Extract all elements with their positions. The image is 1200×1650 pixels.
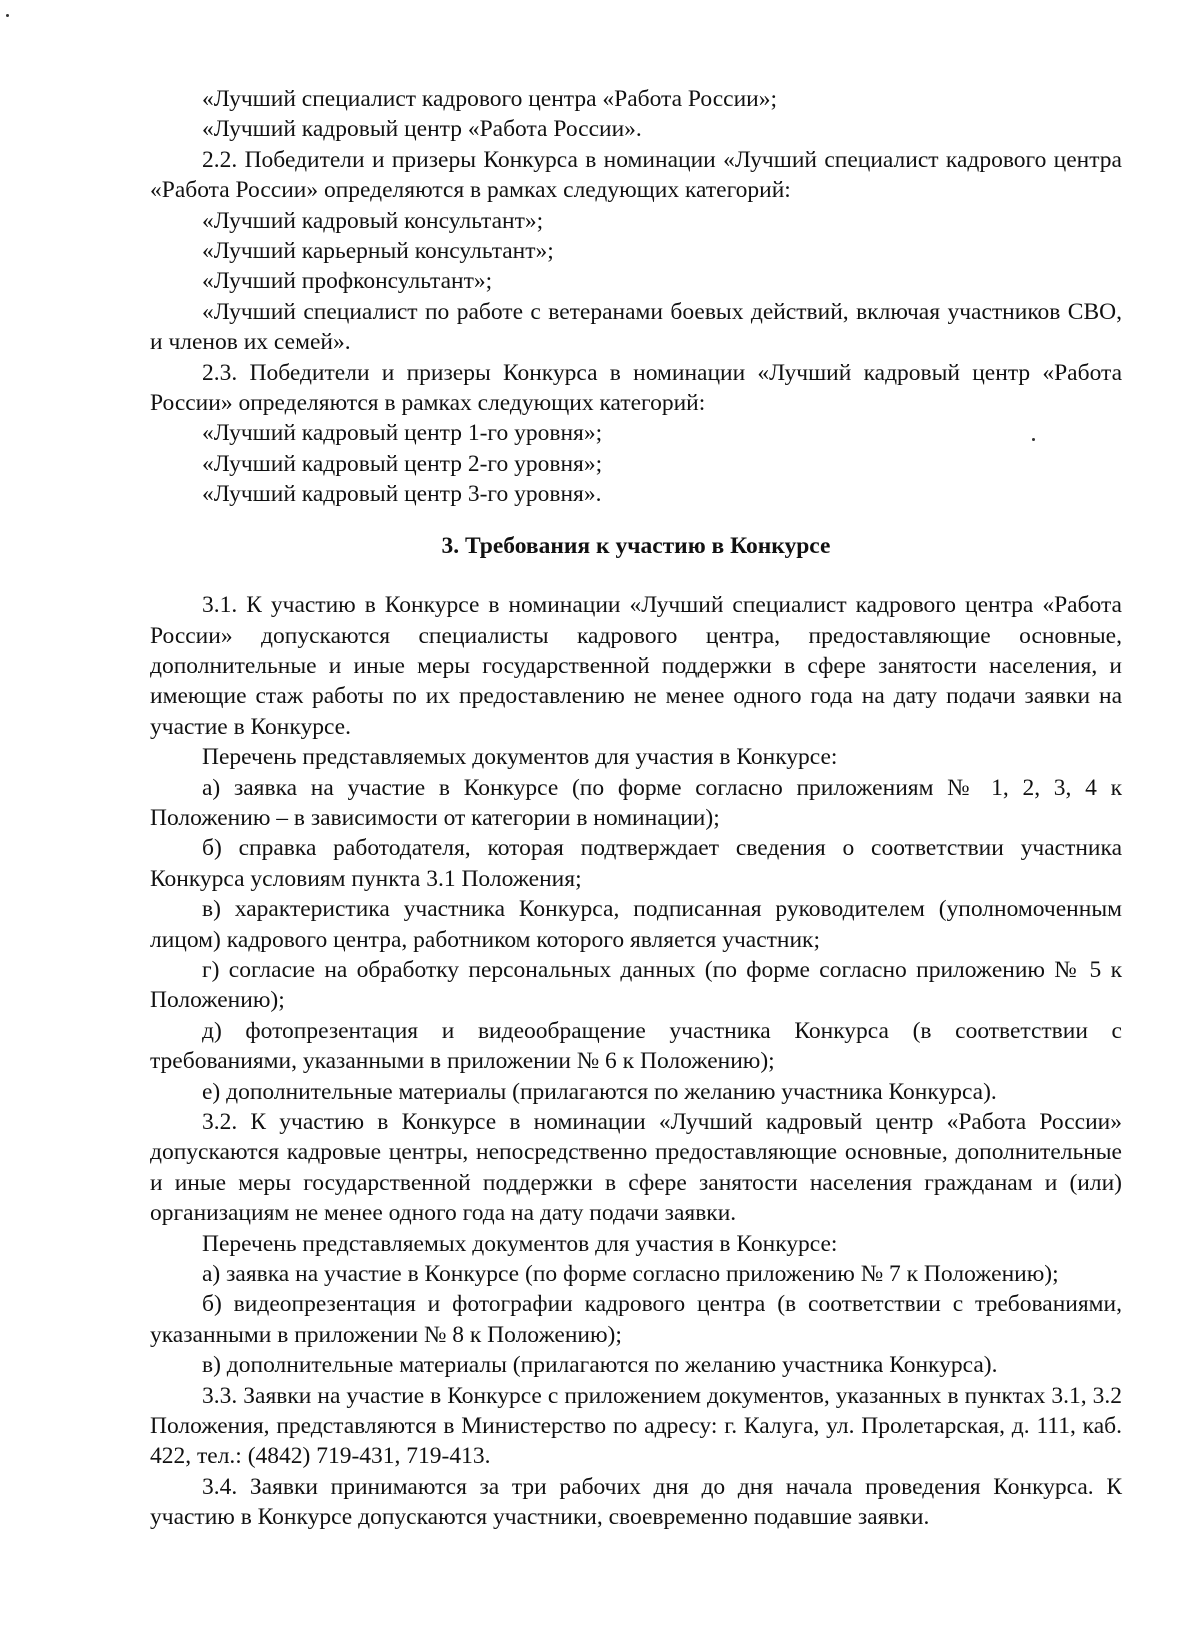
paragraph: 3.1. К участию в Конкурсе в номинации «Лучший специалист кадрового центра «Работа России» допускаются специалисты кадрового центра, предоставляющие основные, дополнительные и иные меры государственной поддержки в сфере занятости населения, и имеющие стаж работы по их предоставлению не менее одного года на дату подачи заявки на участие в Конкурсе. (150, 592, 1122, 740)
list-item: «Лучший профконсультант»; (202, 268, 493, 295)
list-item: е) дополнительные материалы (прилагаются по желанию участника Конкурса). (202, 1078, 997, 1105)
list-item: в) дополнительные материалы (прилагаются по желанию участника Конкурса). (202, 1352, 998, 1379)
list-item: а) заявка на участие в Конкурсе (по форме согласно приложению № 7 к Положению); (202, 1261, 1059, 1288)
paragraph: Перечень представляемых документов для участия в Конкурсе: (202, 1230, 838, 1257)
list-item: в) характеристика участника Конкурса, подписанная руководителем (уполномоченным лицом) кадрового центра, работником которого является участник; (150, 896, 1122, 953)
list-item: «Лучший кадровый центр 2-го уровня»; (202, 450, 603, 477)
list-item: г) согласие на обработку персональных данных (по форме согласно приложению № 5 к Положению); (150, 956, 1122, 1014)
list-item: д) фотопрезентация и видеообращение участника Конкурса (в соответствии с требованиями, указанными в приложении № 6 к Положению); (150, 1017, 1122, 1075)
scan-speck (6, 14, 9, 17)
paragraph: 3.4. Заявки принимаются за три рабочих дня до дня начала проведения Конкурса. К участию в Конкурсе допускаются участники, своевременно подавшие заявки. (150, 1473, 1122, 1531)
paragraph: 2.3. Победители и призеры Конкурса в номинации «Лучший кадровый центр «Работа России» определяются в рамках следующих категорий: (150, 359, 1122, 417)
document-body (150, 84, 1122, 1533)
list-item: б) видеопрезентация и фотографии кадрового центра (в соответствии с требованиями, указанными в приложении № 8 к Положению); (150, 1291, 1122, 1348)
list-item: а) заявка на участие в Конкурсе (по форме согласно приложениям № 1, 2, 3, 4 к Положению – в зависимости от категории в номинации); (150, 774, 1122, 831)
list-item: «Лучший кадровый центр 1-го уровня»; (202, 420, 603, 447)
paragraph: Перечень представляемых документов для участия в Конкурсе: (202, 744, 838, 771)
paragraph: 3.2. К участию в Конкурсе в номинации «Лучший кадровый центр «Работа России» допускаются кадровые центры, непосредственно предоставляющие основные, дополнительные и иные меры государственной поддержки в сфере занятости населения гражданам и (или) организациям не менее одного года на дату подачи заявки. (150, 1109, 1122, 1227)
paragraph: 3.3. Заявки на участие в Конкурсе с приложением документов, указанных в пунктах 3.1, 3.2 Положения, представляются в Министерство по адресу: г. Калуга, ул. Пролетарская, д. 111, каб. 422, тел.: (4842) 719-431, 719-413. (150, 1382, 1122, 1470)
list-item: «Лучший специалист по работе с ветеранами боевых действий, включая участников СВО, и членов их семей». (150, 298, 1122, 356)
section-heading: 3. Требования к участию в Конкурсе (441, 532, 831, 559)
list-item: «Лучший кадровый центр 3-го уровня». (202, 481, 602, 508)
list-item: «Лучший кадровый консультант»; (202, 207, 544, 234)
list-item: «Лучший карьерный консультант»; (202, 238, 554, 265)
list-item: «Лучший кадровый центр «Работа России». (202, 116, 642, 143)
paragraph: 2.2. Победители и призеры Конкурса в номинации «Лучший специалист кадрового центра «Работа России» определяются в рамках следующих категорий: (150, 146, 1122, 204)
list-item: «Лучший специалист кадрового центра «Работа России»; (202, 86, 778, 112)
list-item: б) справка работодателя, которая подтверждает сведения о соответствии участника Конкурса условиям пункта 3.1 Положения; (150, 835, 1122, 892)
